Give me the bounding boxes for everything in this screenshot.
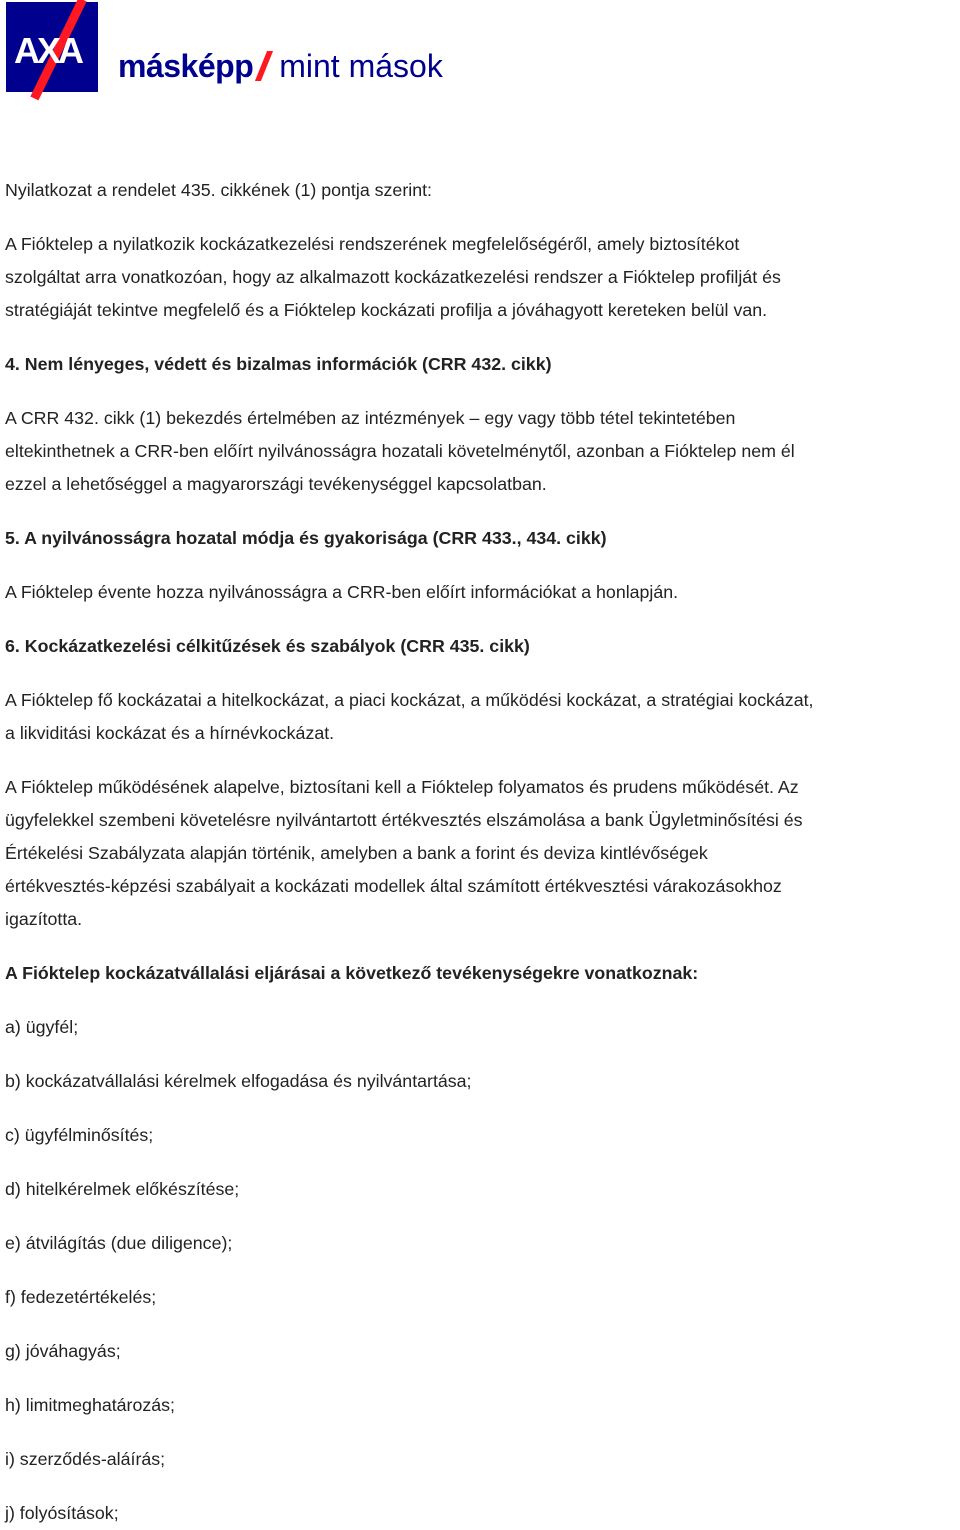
brand-slogan [118, 48, 443, 85]
text-line: c) ügyfélminősítés; [5, 1125, 154, 1145]
text-line: A CRR 432. cikk (1) bekezdés értelmében az intézmények – egy vagy több tétel tekintetében [5, 408, 736, 428]
section-heading: 6. Kockázatkezelési célkitűzések és szabályok (CRR 435. cikk) [5, 636, 530, 656]
text-line: stratégiáját tekintve megfelelő és a Fióktelep kockázati profilja a jóváhagyott kereteken belül van. [5, 300, 768, 320]
text-line: igazította. [5, 909, 83, 929]
slogan-part1: másképp [118, 48, 254, 84]
section-heading: 4. Nem lényeges, védett és bizalmas információk (CRR 432. cikk) [5, 354, 552, 374]
text-line: A Fióktelep évente hozza nyilvánosságra a CRR-ben előírt információkat a honlapján. [5, 582, 679, 602]
logo-text: AXA [14, 30, 82, 71]
text-line: A Fióktelep a nyilatkozik kockázatkezelési rendszerének megfelelőségéről, amely biztosítékot [5, 234, 740, 254]
axa-logo [6, 2, 98, 92]
text-line: e) átvilágítás (due diligence); [5, 1233, 233, 1253]
text-line: eltekinthetnek a CRR-ben előírt nyilvánosságra hozatali követelménytől, azonban a Fióktelep nem él [5, 441, 795, 461]
text-line: f) fedezetértékelés; [5, 1287, 157, 1307]
text-line: ügyfelekkel szembeni követelésre nyilvántartott értékvesztés elszámolása a bank Ügyletminősítési és [5, 810, 803, 830]
text-line: értékvesztés-képzési szabályait a kockázati modellek által számított értékvesztési várakozásokhoz [5, 876, 782, 896]
text-line: a) ügyfél; [5, 1017, 79, 1037]
text-line: d) hitelkérelmek előkészítése; [5, 1179, 240, 1199]
text-line: h) limitmeghatározás; [5, 1395, 175, 1415]
text-line: Nyilatkozat a rendelet 435. cikkének (1) pontja szerint: [5, 180, 432, 200]
section-heading: 5. A nyilvánosságra hozatal módja és gyakorisága (CRR 433., 434. cikk) [5, 528, 607, 548]
text-line: i) szerződés-aláírás; [5, 1449, 166, 1469]
section-heading: A Fióktelep kockázatvállalási eljárásai a következő tevékenységekre vonatkoznak: [5, 963, 699, 983]
text-line: j) folyósítások; [5, 1503, 119, 1523]
text-line: a likviditási kockázat és a hírnévkockázat. [5, 723, 335, 743]
slogan-part2: mint mások [279, 48, 443, 84]
text-line: ezzel a lehetőséggel a magyarországi tevékenységgel kapcsolatban. [5, 474, 547, 494]
text-line: g) jóváhagyás; [5, 1341, 121, 1361]
text-line: A Fióktelep működésének alapelve, biztosítani kell a Fióktelep folyamatos és prudens működését. Az [5, 777, 799, 797]
text-line: Értékelési Szabályzata alapján történik, amelyben a bank a forint és deviza kintlévőségek [5, 843, 708, 863]
text-line: b) kockázatvállalási kérelmek elfogadása és nyilvántartása; [5, 1071, 472, 1091]
text-line: szolgáltat arra vonatkozóan, hogy az alkalmazott kockázatkezelési rendszer a Fióktelep profilját és [5, 267, 781, 287]
text-line: A Fióktelep fő kockázatai a hitelkockázat, a piaci kockázat, a működési kockázat, a stratégiai kockázat, [5, 690, 814, 710]
document-body [5, 174, 957, 1530]
slogan-slash-icon [255, 51, 273, 81]
